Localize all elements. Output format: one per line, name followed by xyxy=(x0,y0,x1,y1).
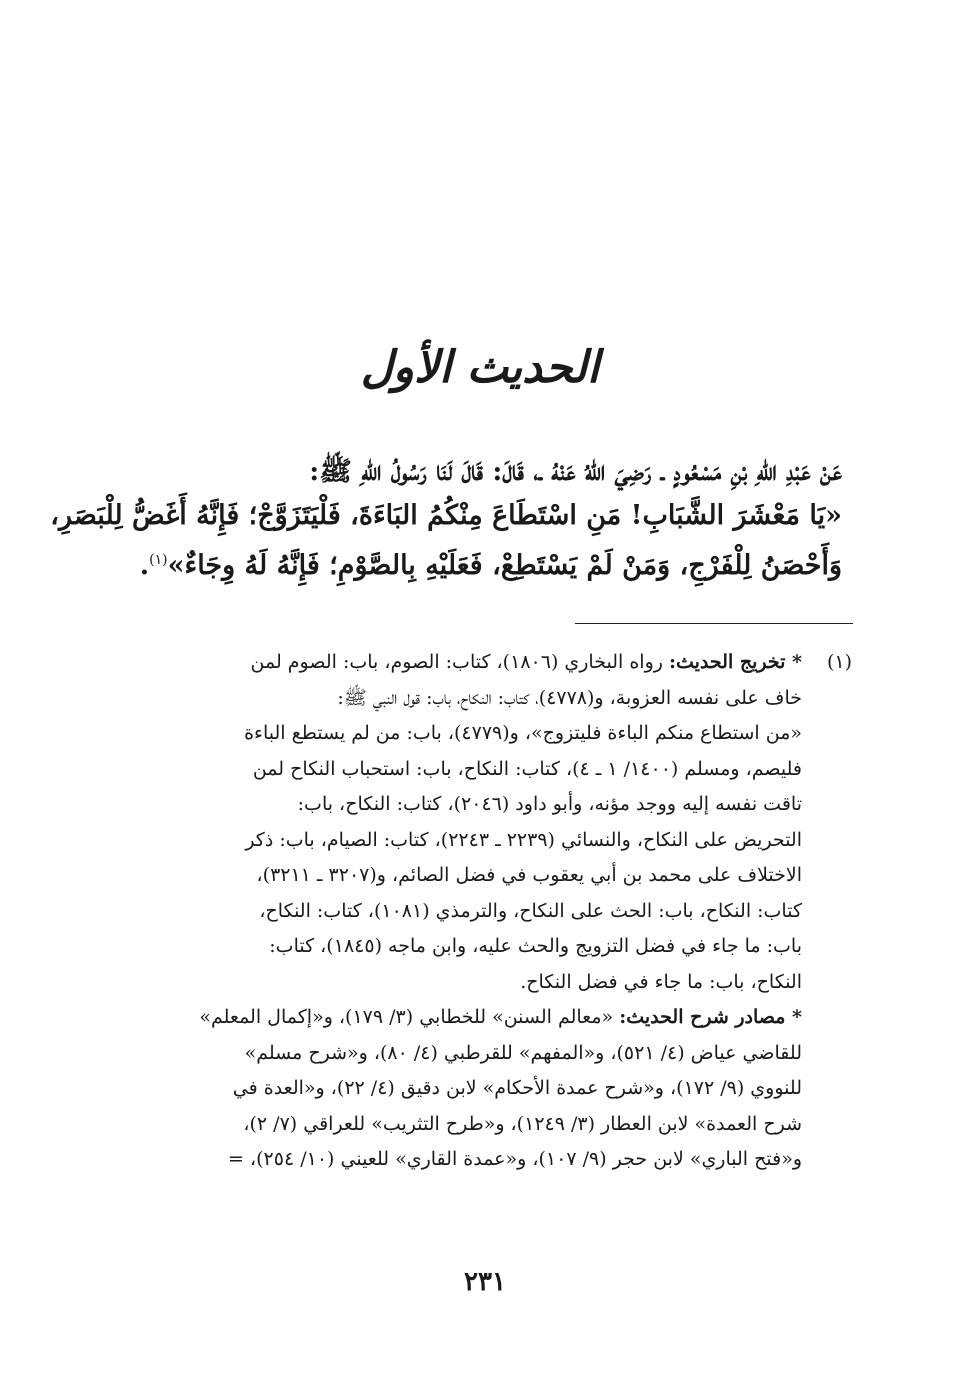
footnote-line: باب: ما جاء في فضل التزويج والحث عليه، وابن ماجه (١٨٤٥)، كتاب: xyxy=(269,935,802,957)
hadith-line: «يَا مَعْشَرَ الشَّبَابِ! مَنِ اسْتَطَاعَ مِنْكُمُ البَاءَةَ، فَلْيَتَزَوَّجْ؛ فَإِنَّهُ أَغَضُّ لِلْبَصَرِ، xyxy=(50,500,842,531)
footnote-line-text: «معالم السنن» للخطابي (٣/ ١٧٩)، و«إكمال المعلم» xyxy=(199,1006,614,1028)
footnote-line: للنووي (٩/ ١٧٢)، و«شرح عمدة الأحكام» لابن دقيق (٤/ ٢٢)، و«العدة في xyxy=(232,1077,802,1099)
footnote-separator xyxy=(575,623,853,624)
footnote-line: شرح العمدة» لابن العطار (٣/ ١٢٤٩)، و«طرح التثريب» للعراقي (٧/ ٢)، xyxy=(243,1112,802,1135)
footnote-line: الاختلاف على محمد بن أبي يعقوب في فضل الصائم، و(٣٢٠٧ ـ ٣٢١١)، xyxy=(256,864,802,886)
footnote-line xyxy=(130,1000,802,1036)
footnote-line: «من استطاع منكم الباءة فليتزوج»، و(٤٧٧٩)، باب: من لم يستطع الباءة xyxy=(244,722,802,744)
end-mark: . xyxy=(139,550,150,581)
footnote-line: التحريض على النكاح، والنسائي (٢٢٣٩ ـ ٢٢٤٣)، كتاب: الصيام، باب: ذكر xyxy=(245,828,802,851)
footnote-line: فليصم، ومسلم (١٤٠٠/ ١ ـ ٤)، كتاب: النكاح، باب: استحباب النكاح لمن xyxy=(252,757,802,780)
footnote-line: للقاضي عياض (٤/ ٥٢١)، و«المفهم» للقرطبي (٤/ ٨٠)، و«شرح مسلم» xyxy=(244,1041,802,1064)
hadith-line-text: وَأَحْصَنُ لِلْفَرْجِ، وَمَنْ لَمْ يَسْتَطِعْ، فَعَلَيْهِ بِالصَّوْمِ؛ فَإِنَّهُ لَهُ وِجَاءٌ» xyxy=(167,550,842,581)
hadith-line: عَنْ عَبْدِ اللهِ بْنِ مَسْعُودٍ ـ رَضِيَ اللهُ عَنْهُ ـ، قَالَ: قَالَ لَنَا رَسُولُ اللهِ ﷺ: xyxy=(309,456,842,487)
footnote-line xyxy=(130,645,802,681)
footnote-heading: * مصادر شرح الحديث: xyxy=(619,1006,802,1028)
footnotes xyxy=(130,645,850,1178)
footnote-line-text: رواه البخاري (١٨٠٦)، كتاب: الصوم، باب: الصوم لمن xyxy=(250,651,663,673)
hadith-line xyxy=(130,538,842,588)
footnote-line: النكاح، باب: ما جاء في فضل النكاح. xyxy=(520,970,802,993)
chapter-title: الحديث الأول xyxy=(360,342,600,393)
footnote-line: و«فتح الباري» لابن حجر (٩/ ١٠٧)، و«عمدة القاري» للعيني (١٠/ ٢٥٤)، = xyxy=(228,1148,802,1170)
footnote-line: تاقت نفسه إليه ووجد مؤنه، وأبو داود (٢٠٤٦)، كتاب: النكاح، باب: xyxy=(297,793,802,815)
footnote-marker: (١) xyxy=(826,651,852,673)
footnote-reference[interactable]: (١) xyxy=(149,552,168,568)
footnote-heading: * تخريج الحديث: xyxy=(668,651,802,673)
page-number: ٢٣١ xyxy=(464,1267,506,1297)
footnote-body xyxy=(130,645,802,1178)
footnote-line: كتاب: النكاح، باب: الحث على النكاح، والترمذي (١٠٨١)، كتاب: النكاح، xyxy=(259,899,802,922)
footnote-1 xyxy=(130,645,850,1178)
footnote-line: خاف على نفسه العزوبة، و(٤٧٧٨)، كتاب: النكاح، باب: قول النبي ﷺ: xyxy=(337,686,802,709)
hadith-text xyxy=(50,450,842,588)
